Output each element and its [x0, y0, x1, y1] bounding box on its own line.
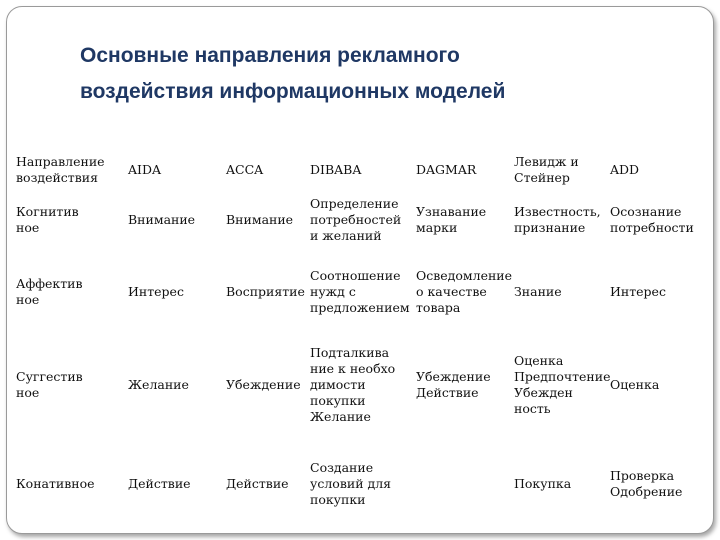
header-cell-acca: [226, 162, 263, 178]
cell-line: Оценка: [610, 377, 660, 392]
header-cell-direction: [16, 154, 105, 186]
cell-line: Проверка: [610, 468, 675, 483]
cell-line: марки: [416, 220, 458, 235]
cell-line: Осознание: [610, 204, 682, 219]
cell-line: признание: [514, 220, 586, 235]
table-cell-r3-add: [610, 377, 659, 393]
table-cell-r1-acca: [226, 212, 293, 228]
cell-line: Интерес: [610, 284, 666, 299]
cell-line: Соотношение: [310, 268, 401, 283]
table-cell-r4-direction: [16, 476, 95, 492]
cell-line: Восприятие: [226, 284, 305, 299]
cell-line: Желание: [310, 409, 371, 424]
cell-line: покупки: [310, 393, 366, 408]
cell-line: Интерес: [128, 284, 184, 299]
cell-line: ное: [16, 292, 40, 307]
table-cell-r2-dibaba: [310, 268, 410, 316]
cell-line: Действие: [128, 476, 191, 491]
cell-line: Оценка: [514, 353, 564, 368]
cell-line: ное: [16, 220, 40, 235]
table-cell-r3-dagmar: [416, 369, 491, 401]
cell-line: воздействия: [16, 170, 98, 185]
cell-line: Убежден: [514, 385, 573, 400]
cell-line: Создание: [310, 460, 374, 475]
table-cell-r4-add: [610, 468, 682, 500]
table-cell-r3-direction: [16, 369, 83, 401]
cell-line: Известность,: [514, 204, 601, 219]
cell-line: потребностей: [310, 212, 402, 227]
cell-line: предложением: [310, 300, 410, 315]
slide-title-line-2: воздействия информационных моделей: [80, 80, 506, 103]
header-cell-aida: [128, 162, 161, 178]
cell-line: покупки: [310, 492, 366, 507]
table-cell-r3-lavidge-steiner: [514, 353, 611, 417]
table-cell-r3-aida: [128, 377, 189, 393]
cell-line: условий для: [310, 476, 392, 491]
table-cell-r1-add: [610, 204, 694, 236]
slide-title-line-1: Основные направления рекламного: [80, 44, 460, 67]
cell-line: Определение: [310, 196, 399, 211]
table-cell-r2-direction: [16, 276, 83, 308]
cell-line: ность: [514, 401, 551, 416]
header-cell-dagmar: [416, 162, 476, 178]
cell-line: Действие: [416, 385, 479, 400]
header-cell-add: [610, 162, 639, 178]
cell-line: нужд с: [310, 284, 356, 299]
cell-line: AIDA: [128, 162, 162, 177]
cell-line: Подталкива: [310, 345, 390, 360]
cell-line: Действие: [226, 476, 289, 491]
cell-line: Предпочтение: [514, 369, 611, 384]
table-cell-r4-aida: [128, 476, 191, 492]
cell-line: потребности: [610, 220, 694, 235]
cell-line: Аффектив: [16, 276, 83, 291]
table-cell-r1-lavidge-steiner: [514, 204, 601, 236]
cell-line: ACCA: [226, 162, 264, 177]
table-cell-r2-aida: [128, 284, 184, 300]
cell-line: и желаний: [310, 228, 382, 243]
cell-line: о качестве: [416, 284, 487, 299]
cell-line: Левидж и: [514, 154, 579, 169]
table-cell-r1-aida: [128, 212, 195, 228]
cell-line: Одобрение: [610, 484, 683, 499]
header-cell-lavidge-steiner: [514, 154, 579, 186]
cell-line: Направление: [16, 154, 105, 169]
table-cell-r4-acca: [226, 476, 289, 492]
table-cell-r4-dibaba: [310, 460, 391, 508]
cell-line: Узнавание: [416, 204, 487, 219]
cell-line: DAGMAR: [416, 162, 477, 177]
cell-line: Покупка: [514, 476, 572, 491]
cell-line: Знание: [514, 284, 562, 299]
table-cell-r2-add: [610, 284, 666, 300]
table-cell-r2-lavidge-steiner: [514, 284, 562, 300]
table-cell-r1-dibaba: [310, 196, 401, 244]
table-cell-r1-dagmar: [416, 204, 486, 236]
cell-line: Стейнер: [514, 170, 570, 185]
cell-line: товара: [416, 300, 461, 315]
cell-line: ADD: [610, 162, 640, 177]
cell-line: ное: [16, 385, 40, 400]
cell-line: Внимание: [128, 212, 196, 227]
cell-line: ние к необхо: [310, 361, 396, 376]
cell-line: Конативное: [16, 476, 95, 491]
table-cell-r2-dagmar: [416, 268, 512, 316]
cell-line: димости: [310, 377, 366, 392]
header-cell-dibaba: [310, 162, 361, 178]
cell-line: Когнитив: [16, 204, 79, 219]
table-cell-r3-acca: [226, 377, 301, 393]
cell-line: Внимание: [226, 212, 294, 227]
cell-line: DIBABA: [310, 162, 362, 177]
cell-line: Убеждение: [416, 369, 491, 384]
cell-line: Убеждение: [226, 377, 301, 392]
cell-line: Суггестив: [16, 369, 83, 384]
cell-line: Желание: [128, 377, 189, 392]
table-cell-r1-direction: [16, 204, 79, 236]
table-cell-r2-acca: [226, 284, 305, 300]
slide-title: [80, 38, 680, 110]
table-cell-r4-lavidge-steiner: [514, 476, 571, 492]
table-cell-r3-dibaba: [310, 345, 395, 425]
cell-line: Осведомление: [416, 268, 513, 283]
